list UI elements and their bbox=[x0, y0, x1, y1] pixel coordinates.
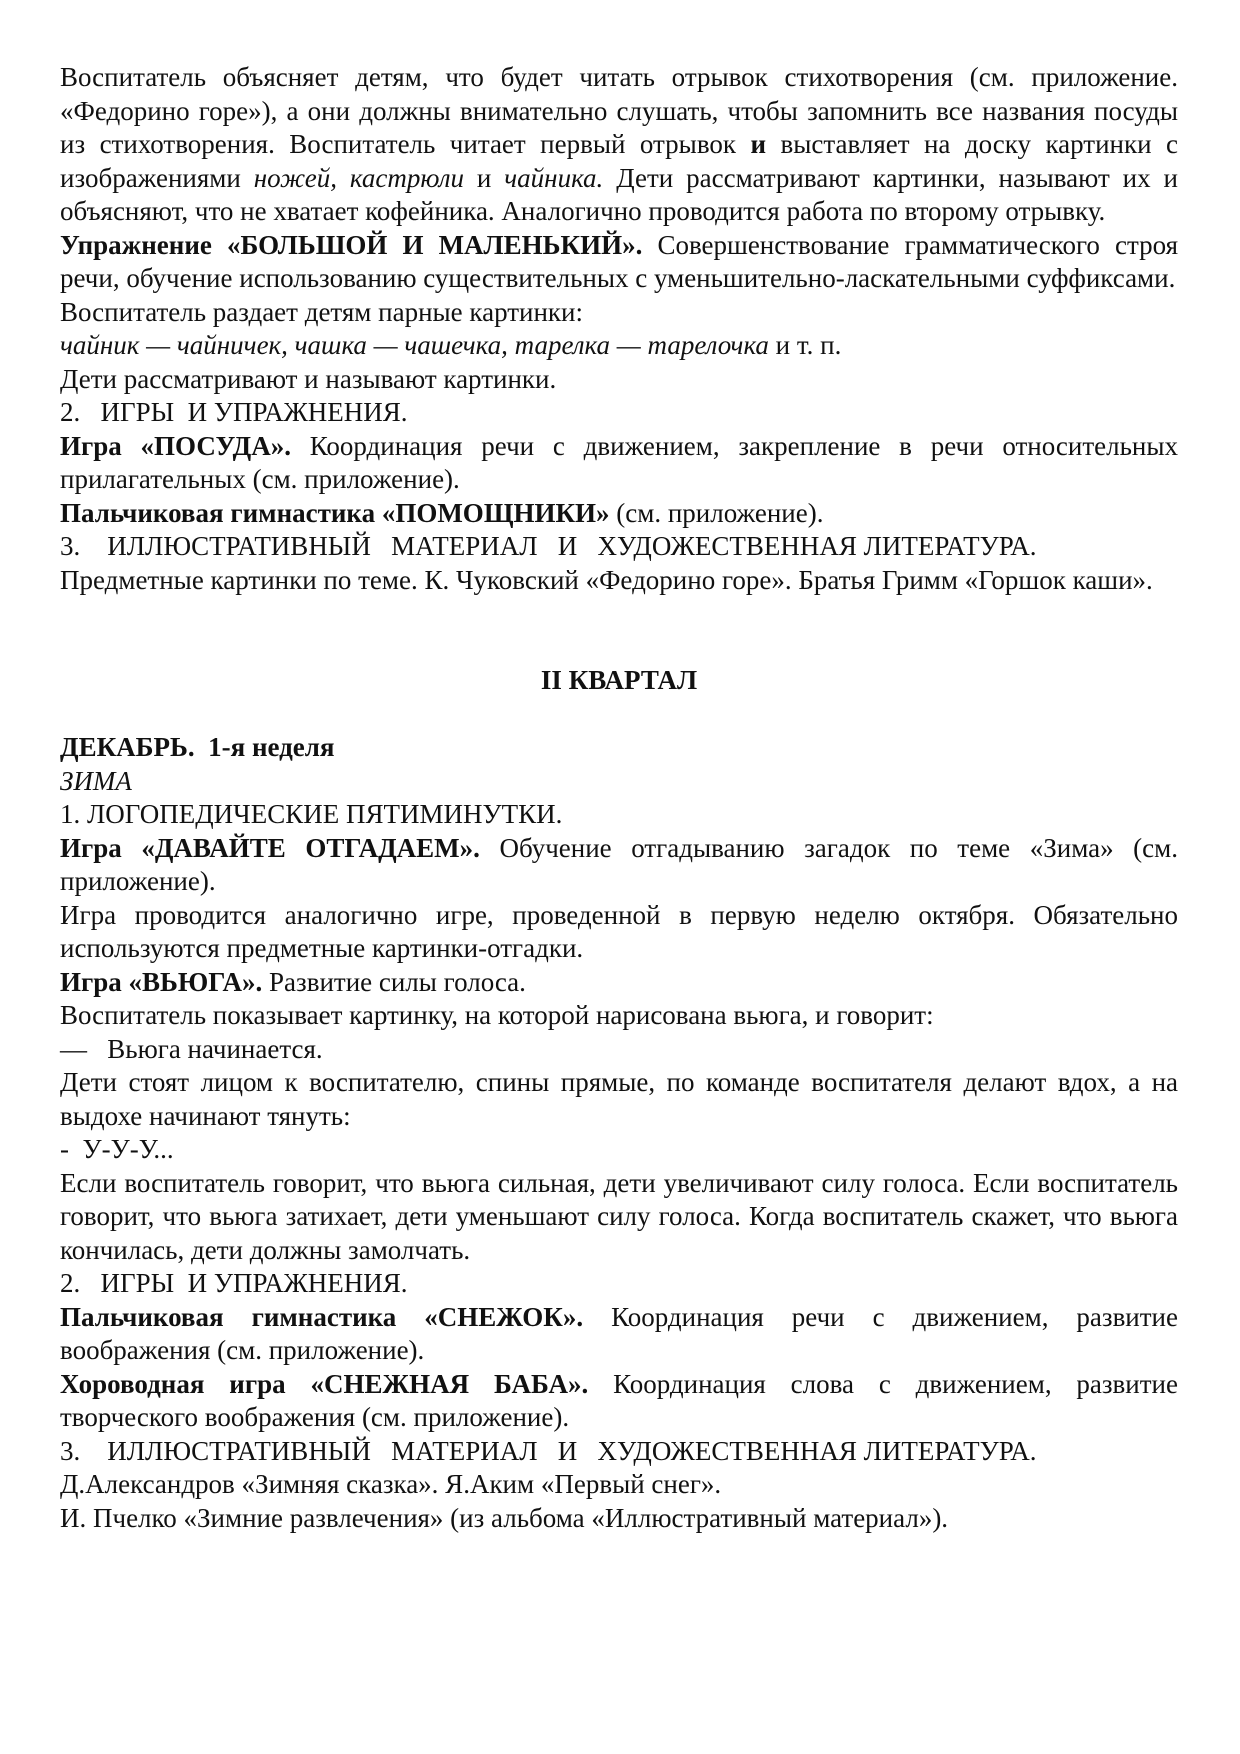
game-paragraph bbox=[60, 497, 1178, 531]
subheading: 3. ИЛЛЮСТРАТИВНЫЙ МАТЕРИАЛ И ХУДОЖЕСТВЕННАЯ ЛИТЕРАТУРА. bbox=[60, 1435, 1037, 1466]
game-title: Игра «ДАВАЙТЕ ОТГАДАЕМ». bbox=[60, 832, 480, 863]
paragraph: Предметные картинки по теме. К. Чуковский «Федорино горе». Братья Гримм «Горшок каши». bbox=[60, 564, 1153, 595]
italic-text: ножей, кастрюли bbox=[253, 162, 464, 193]
game-paragraph bbox=[60, 430, 1178, 497]
subheading: 2. ИГРЫ И УПРАЖНЕНИЯ. bbox=[60, 397, 408, 427]
subheading: 2. ИГРЫ И УПРАЖНЕНИЯ. bbox=[60, 1268, 408, 1298]
game-title: Игра «ВЬЮГА». bbox=[60, 966, 263, 997]
paragraph: Игра проводится аналогично игре, проведенной в первую неделю октября. Обязательно используются предметные картинки-отгадки. bbox=[60, 899, 1178, 963]
text: (см. приложение). bbox=[609, 497, 824, 528]
italic-text: чайник — чайничек, чашка — чашечка, тарелка — тарелочка bbox=[60, 330, 769, 360]
game-paragraph bbox=[60, 832, 1178, 899]
game-paragraph bbox=[60, 1368, 1178, 1435]
text: Дети рассматривают картинки, называют их и объясняют, что не хватает кофейника. Аналогично проводится работа по второму отрывку. bbox=[60, 162, 1179, 226]
subheading: 3. ИЛЛЮСТРАТИВНЫЙ МАТЕРИАЛ И ХУДОЖЕСТВЕННАЯ ЛИТЕРАТУРА. bbox=[60, 531, 1037, 561]
game-paragraph bbox=[60, 966, 1178, 1000]
paragraph: Если воспитатель говорит, что вьюга сильная, дети увеличивают силу голоса. Если воспитатель говорит, что вьюга затихает, дети уменьшают силу голоса. Когда воспитатель скажет, что вьюга кончилась, дети должны замолчать. bbox=[60, 1167, 1178, 1265]
text: Совершенствование грамматического строя речи, обучение использованию существительных с уменьшительно-ласкательными суффиксами. bbox=[60, 229, 1178, 293]
game-title: Пальчиковая гимнастика «ПОМОЩНИКИ» bbox=[60, 497, 610, 528]
paragraph: Дети рассматривают и называют картинки. bbox=[60, 363, 557, 394]
paragraph: Дети стоят лицом к воспитателю, спины прямые, по команде воспитателя делают вдох, а на выдохе начинают тянуть: bbox=[60, 1067, 1178, 1131]
text: Координация слова с движением, развитие творческого воображения (см. приложение). bbox=[60, 1368, 1178, 1432]
dialogue-line: - У-У-У... bbox=[60, 1134, 174, 1164]
game-title: Пальчиковая гимнастика «СНЕЖОК». bbox=[60, 1301, 584, 1332]
text: Координация речи с движением, закрепление в речи относительных прилагательных (см. приложение). bbox=[60, 430, 1178, 494]
section-title: II КВАРТАЛ bbox=[540, 665, 698, 695]
paragraph: Воспитатель показывает картинку, на которой нарисована вьюга, и говорит: bbox=[60, 1000, 934, 1030]
text: Обучение отгадыванию загадок по теме «Зима» (см. приложение). bbox=[60, 832, 1178, 896]
text: и bbox=[463, 162, 505, 193]
paragraph: Воспитатель раздает детям парные картинки: bbox=[60, 296, 583, 327]
text: выставляет на доску картинки с изображениями bbox=[60, 129, 1178, 193]
paragraph bbox=[60, 329, 1178, 363]
document-page bbox=[60, 61, 1178, 1535]
subheading: 1. ЛОГОПЕДИЧЕСКИЕ ПЯТИМИНУТКИ. bbox=[60, 799, 563, 829]
dialogue-line: — Вьюга начинается. bbox=[60, 1033, 323, 1064]
text: Воспитатель объясняет детям, что будет читать отрывок стихотворения (см. приложение. «Федорино горе»), а они должны внимательно слушать, чтобы запомнить все названия посуды из стихотворения. Воспитатель читает первый отрывок bbox=[60, 62, 1178, 159]
text: и т. п. bbox=[768, 330, 842, 360]
italic-text: чайника. bbox=[504, 162, 604, 193]
bold-text: и bbox=[750, 129, 767, 159]
text: Координация речи с движением, развитие воображения (см. приложение). bbox=[60, 1301, 1178, 1365]
game-title: Хороводная игра «СНЕЖНАЯ БАБА». bbox=[60, 1368, 589, 1399]
paragraph bbox=[60, 61, 1178, 229]
exercise-paragraph bbox=[60, 229, 1178, 296]
paragraph: И. Пчелко «Зимние развлечения» (из альбома «Иллюстративный материал»). bbox=[60, 1502, 949, 1533]
game-paragraph bbox=[60, 1301, 1178, 1368]
game-title: Игра «ПОСУДА». bbox=[60, 430, 291, 461]
paragraph: Д.Александров «Зимняя сказка». Я.Аким «Первый снег». bbox=[60, 1469, 722, 1499]
exercise-title: Упражнение «БОЛЬШОЙ И МАЛЕНЬКИЙ». bbox=[60, 229, 643, 260]
topic-heading: ЗИМА bbox=[60, 765, 132, 796]
text: Развитие силы голоса. bbox=[262, 966, 526, 997]
week-heading: ДЕКАБРЬ. 1-я неделя bbox=[60, 732, 335, 762]
